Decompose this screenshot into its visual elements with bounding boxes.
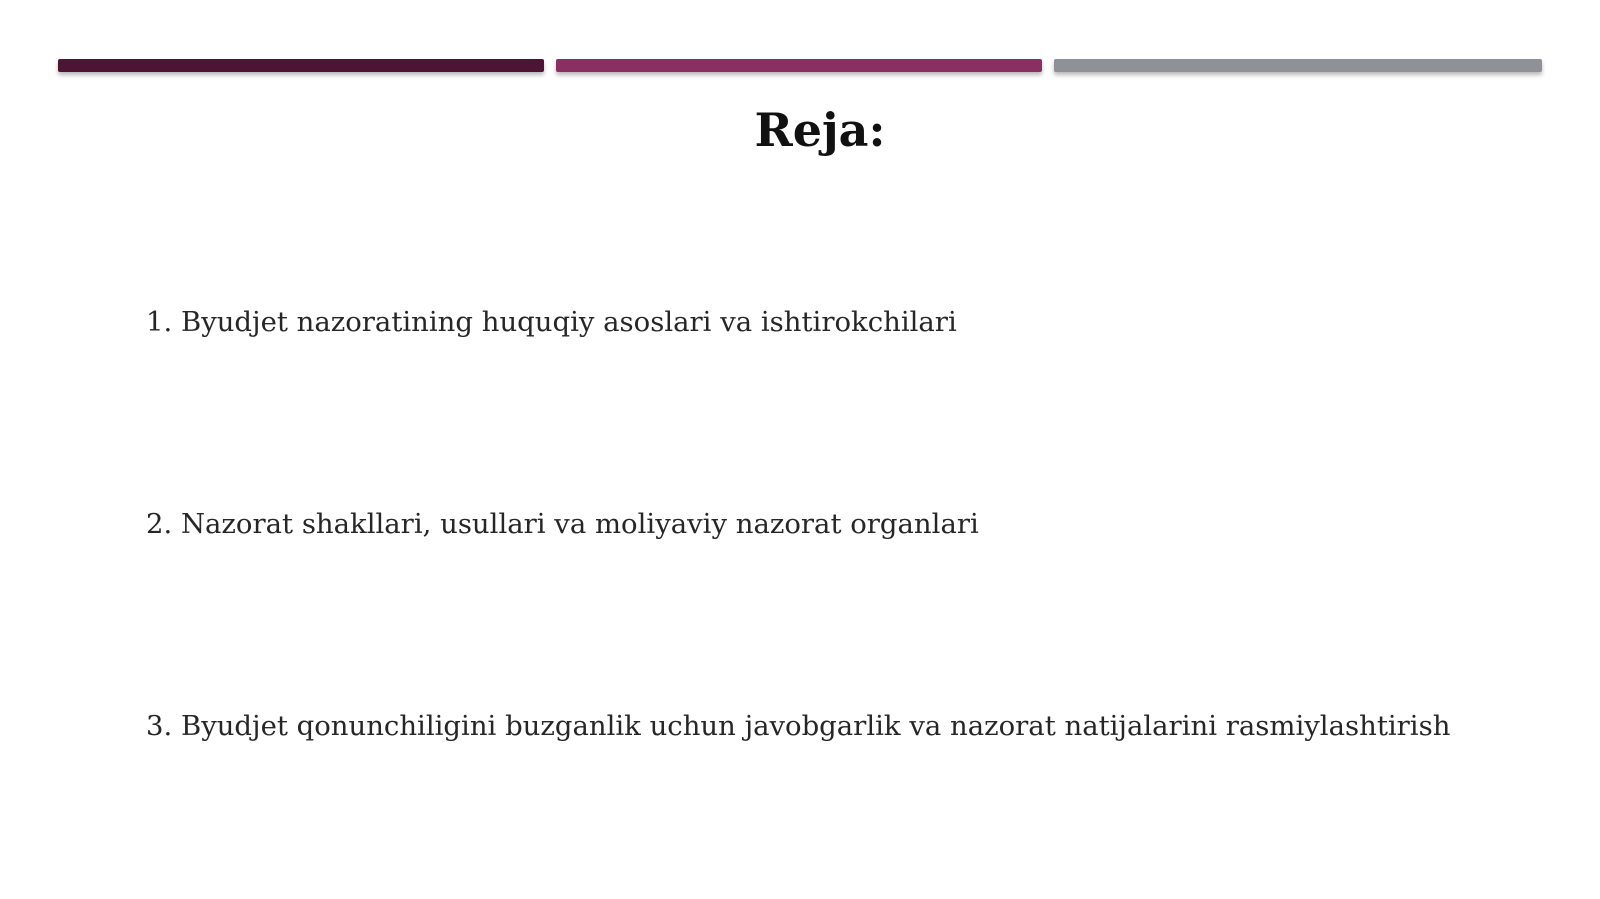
accent-bar-magenta [556, 59, 1042, 72]
accent-bar-dark-plum [58, 59, 544, 72]
agenda-item-1: 1. Byudjet nazoratining huquqiy asoslari va ishtirokchilari [146, 306, 957, 338]
accent-bar-gray [1054, 59, 1542, 72]
agenda-item-2: 2. Nazorat shakllari, usullari va moliyaviy nazorat organlari [146, 508, 979, 540]
header-accent-bars [58, 59, 1542, 73]
agenda-item-3: 3. Byudjet qonunchiligini buzganlik uchun javobgarlik va nazorat natijalarini rasmiylashtirish [146, 710, 1451, 742]
slide-title: Reja: [754, 103, 886, 157]
